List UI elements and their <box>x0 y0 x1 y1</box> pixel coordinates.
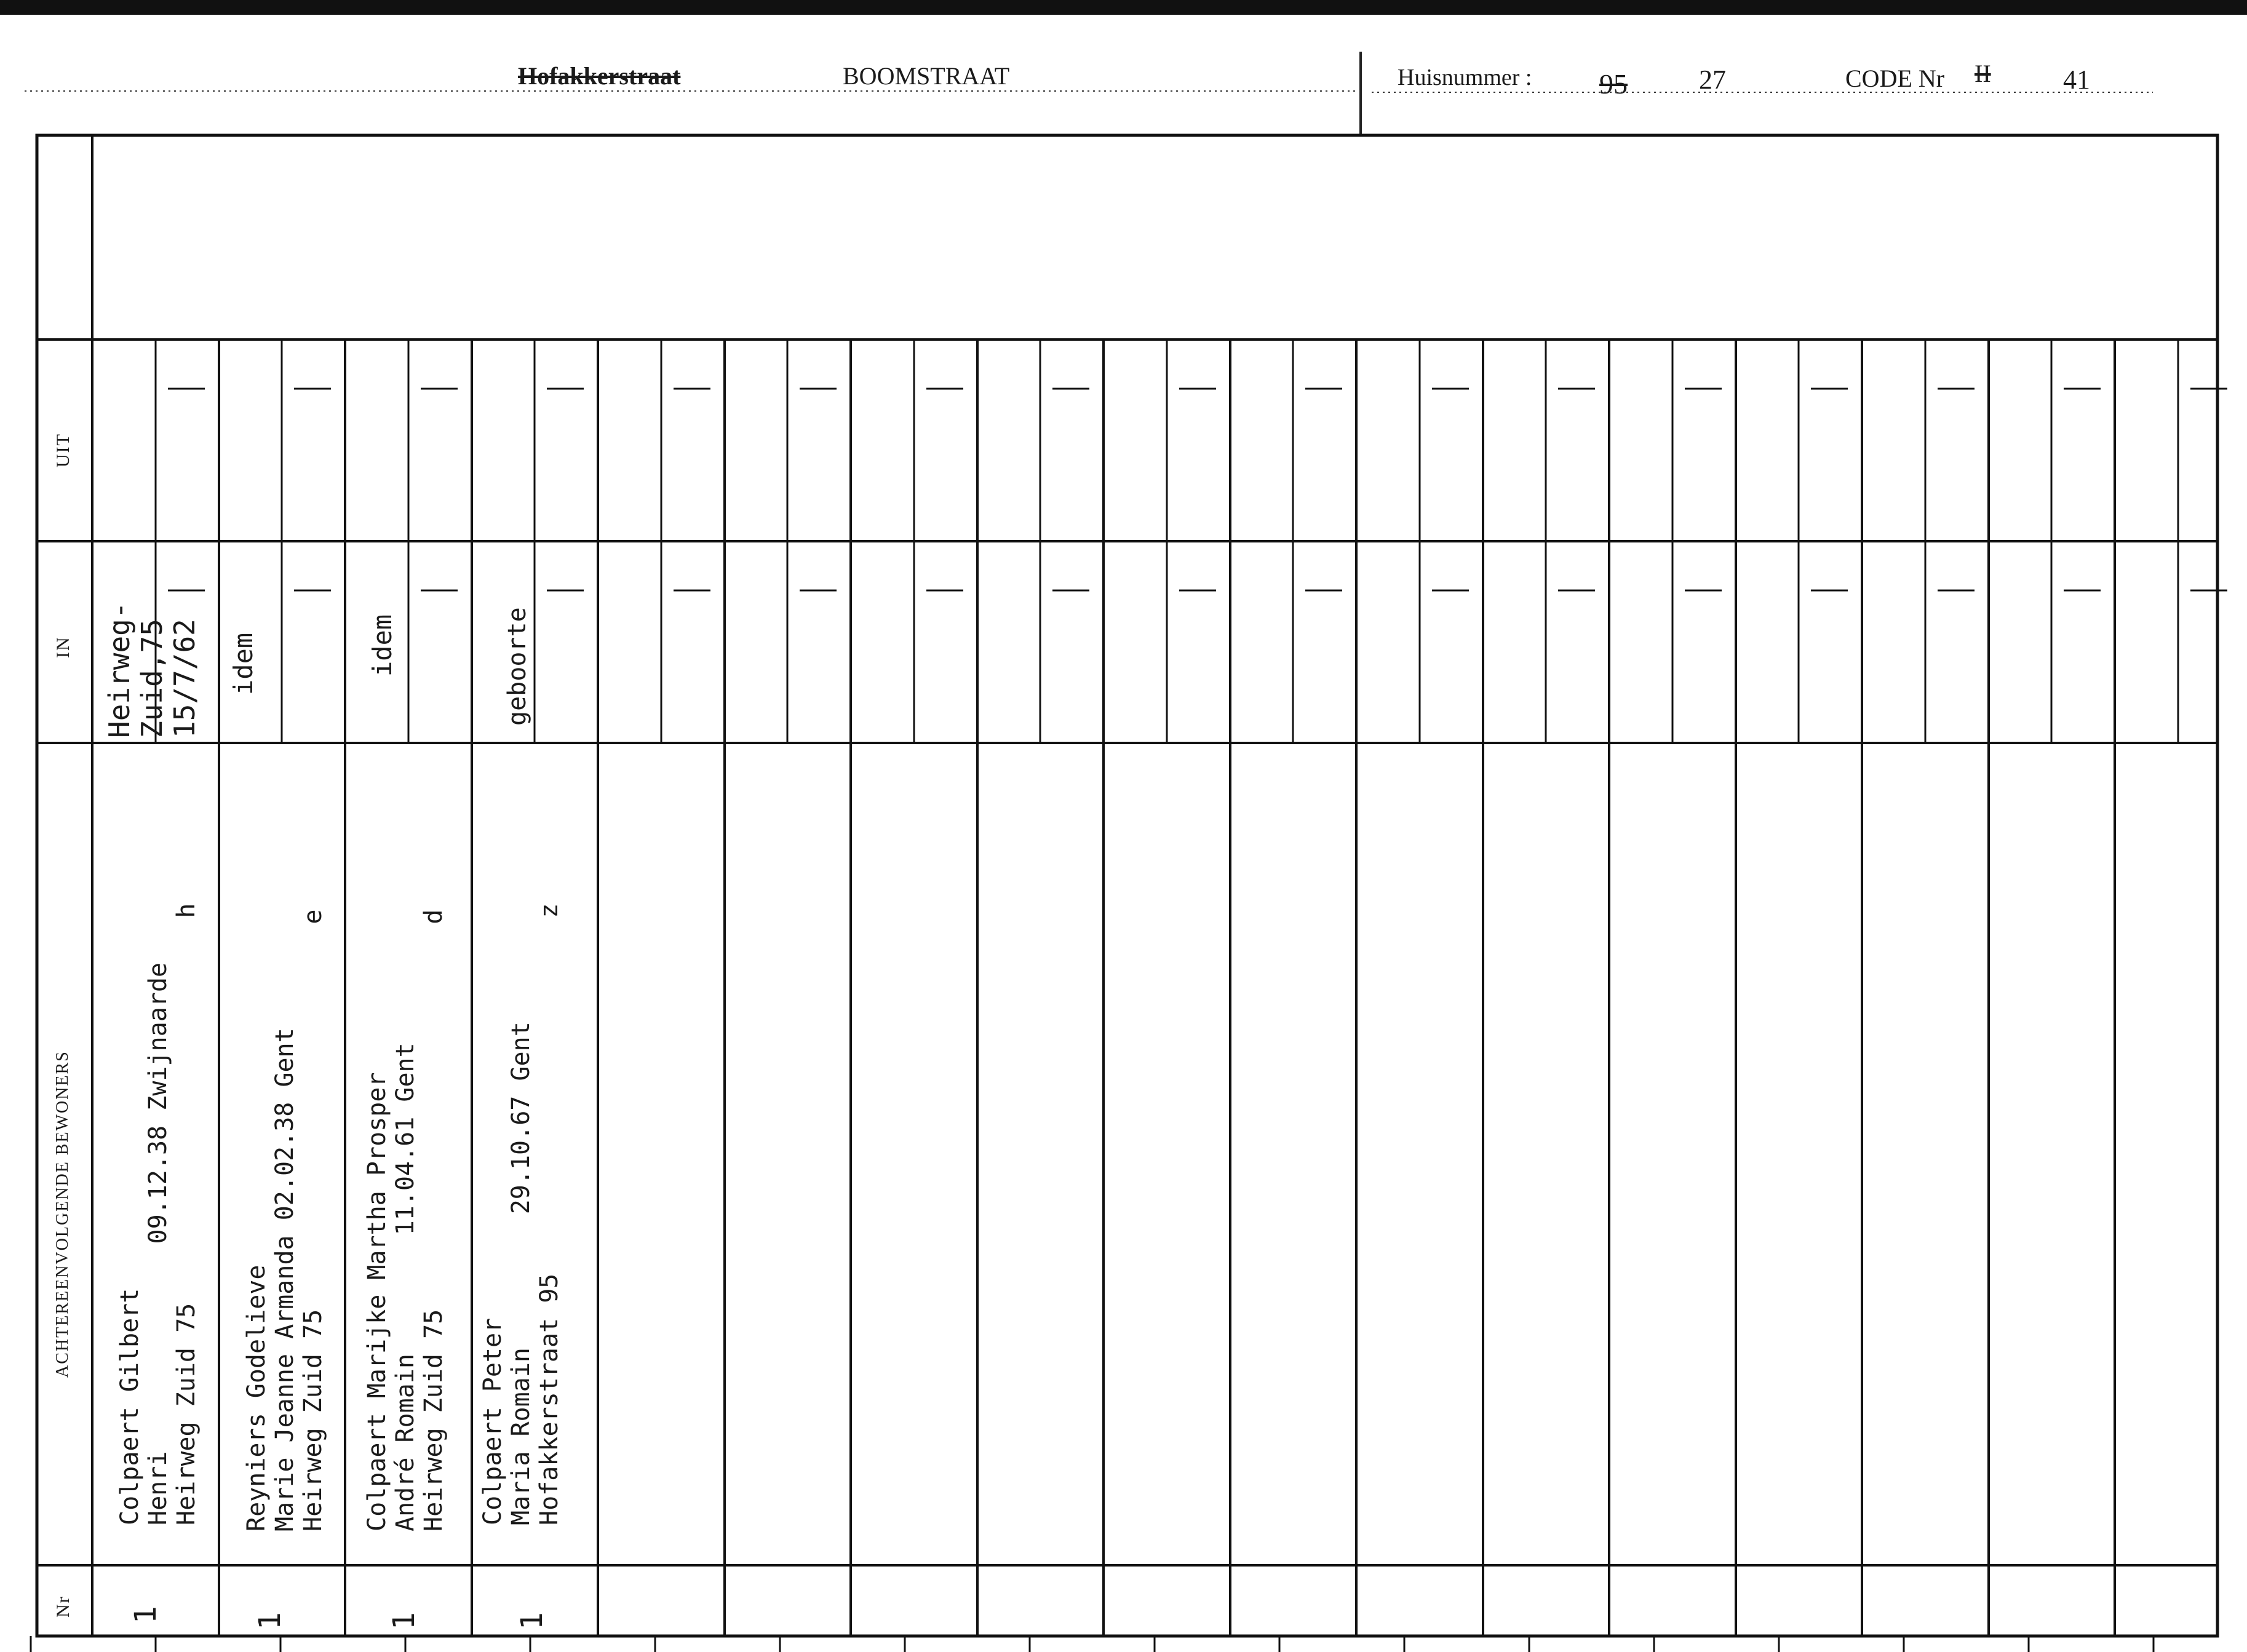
bottom-ticks <box>31 1636 2154 1652</box>
entry-3-in: idem <box>367 614 397 677</box>
label-bewoners: ACHTEREENVOLGENDE BEWONERS <box>53 1050 72 1378</box>
label-in: IN <box>53 636 73 658</box>
huisnummer-new: 27 <box>1699 65 1726 95</box>
code-label: CODE Nr <box>1845 65 1945 92</box>
column-lines <box>156 340 2178 1636</box>
label-uit: UIT <box>53 433 73 467</box>
entry-1-nr: 1 <box>129 1606 163 1624</box>
street-name: BOOMSTRAAT <box>843 62 1010 90</box>
street-name-struck: Hofakkerstraat <box>518 62 681 90</box>
entry-2-in: idem <box>228 632 258 695</box>
label-nr: Nr <box>53 1595 73 1618</box>
dash-lines <box>168 389 2227 590</box>
entry-3-resident: Colpaert Marijke Martha Prosper André Romain 11.04.61 Gent Heirweg Zuid 75 d <box>363 909 448 1531</box>
entry-1-resident: Colpaert Gilbert Henri 09.12.38 Zwijnaarde Heirweg Zuid 75 h <box>116 903 201 1525</box>
code-old: II <box>1975 60 1991 87</box>
entry-4-in: geboorte <box>503 607 531 726</box>
huisnummer-label: Huisnummer : <box>1398 65 1532 90</box>
entry-1-in: Heirweg- Zuid,75 15/7/62 <box>103 602 201 738</box>
entry-2-resident: Reyniers Godelieve Marie Jeanne Armanda 02.02.38 Gent Heirweg Zuid 75 e <box>242 909 327 1531</box>
entry-4-resident: Colpaert Peter Maria Romain 29.10.67 Gent Hofakkerstraat 95 z <box>479 903 563 1525</box>
entry-4-nr: 1 <box>515 1612 549 1630</box>
entry-2-nr: 1 <box>253 1612 287 1630</box>
huisnummer-old: 95 <box>1599 68 1628 100</box>
code-new: 41 <box>2063 65 2090 95</box>
entry-3-nr: 1 <box>387 1612 421 1630</box>
